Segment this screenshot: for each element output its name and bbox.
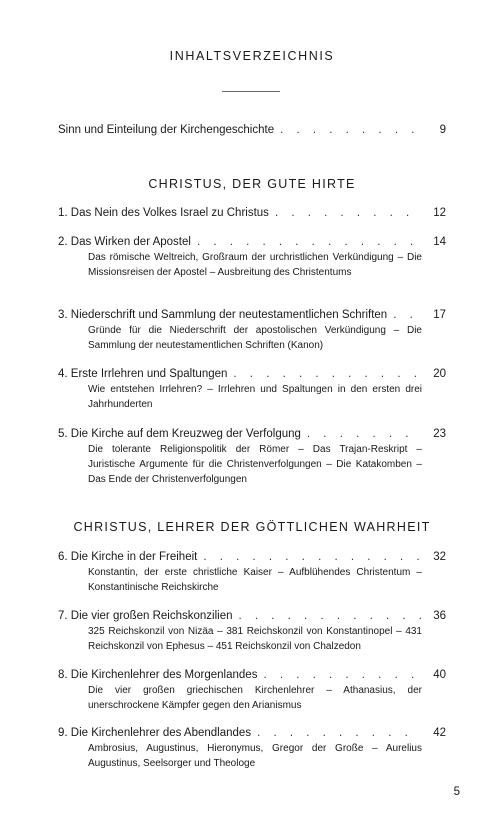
toc-entry-intro [58, 123, 446, 138]
dot-leader [197, 235, 422, 250]
toc-entry-description: Die vier großen griechischen Kirchenlehrer – Athanasius, der unerschrockene Kämpfer gegen den Arianismus [88, 685, 422, 711]
toc-entry-7 [58, 609, 446, 654]
toc-entry-line [58, 609, 446, 624]
toc-entry-5 [58, 427, 446, 487]
toc-entry-title: 4. Erste Irrlehren und Spaltungen [58, 368, 228, 380]
toc-entry-description: Wie entstehen Irrlehren? – Irrlehren und Spaltungen in den ersten drei Jahrhunderten [88, 384, 422, 410]
toc-entry-3 [58, 308, 446, 353]
section-heading-guter-hirte: CHRISTUS, DER GUTE HIRTE [148, 177, 356, 191]
dot-leader [233, 367, 422, 382]
toc-entry-line [58, 235, 446, 250]
toc-entry-line [58, 123, 446, 138]
toc-entry-line [58, 726, 446, 741]
page-number: 5 [453, 786, 460, 798]
toc-entry-title: 7. Die vier großen Reichskonzilien [58, 610, 233, 622]
dot-leader [307, 427, 422, 442]
toc-entry-title: 1. Das Nein des Volkes Israel zu Christus [58, 207, 269, 219]
title-rule [222, 91, 280, 92]
toc-entry-line [58, 550, 446, 565]
toc-entry-line [58, 206, 446, 221]
toc-page-number: 40 [433, 669, 446, 681]
toc-entry-8 [58, 668, 446, 713]
toc-entry-title: 3. Niederschrift und Sammlung der neutestamentlichen Schriften [58, 309, 388, 321]
toc-page-number: 20 [433, 368, 446, 380]
toc-entry-9 [58, 726, 446, 771]
section-heading-lehrer: CHRISTUS, LEHRER DER GÖTTLICHEN WAHRHEIT [73, 520, 431, 534]
toc-entry-description: Konstantin, der erste christliche Kaiser – Aufblühendes Christentum – Konstantinische Reichskirche [88, 567, 422, 593]
toc-entry-line [58, 427, 446, 442]
dot-leader [203, 550, 422, 565]
dot-leader [280, 123, 422, 138]
toc-entry-title: Sinn und Einteilung der Kirchengeschichte [58, 124, 275, 136]
toc-entry-description: 325 Reichskonzil von Nizäa – 381 Reichskonzil von Konstantinopel – 431 Reichskonzil von Ephesus – 451 Reichskonzil von Chalzedon [88, 626, 422, 652]
dot-leader [239, 609, 423, 624]
toc-page-number: 23 [433, 428, 446, 440]
toc-entry-2 [58, 235, 446, 280]
toc-entry-description: Das römische Weltreich, Großraum der urchristlichen Verkündigung – Die Missionsreisen der Apostel – Ausbreitung des Christentums [88, 252, 422, 278]
toc-entry-1 [58, 206, 446, 221]
toc-entry-4 [58, 367, 446, 412]
toc-entry-description: Die tolerante Religionspolitik der Römer – Das Trajan-Reskript – Juristische Argumente für die Christenverfolgungen – Die Katakomben – Das Ende der Christenverfolgungen [88, 444, 422, 485]
toc-entry-title: 8. Die Kirchenlehrer des Morgenlandes [58, 669, 258, 681]
page-title: INHALTSVERZEICHNIS [169, 49, 335, 63]
toc-entry-description: Ambrosius, Augustinus, Hieronymus, Gregor der Große – Aurelius Augustinus, Seelsorger und Theologe [88, 743, 422, 769]
toc-page-number: 17 [433, 309, 446, 321]
toc-entry-title: 6. Die Kirche in der Freiheit [58, 551, 198, 563]
toc-entry-title: 9. Die Kirchenlehrer des Abendlandes [58, 727, 252, 739]
toc-page-number: 12 [433, 207, 446, 219]
dot-leader [393, 308, 422, 323]
toc-page-number: 14 [433, 236, 446, 248]
dot-leader [263, 668, 422, 683]
toc-entry-title: 5. Die Kirche auf dem Kreuzweg der Verfolgung [58, 428, 301, 440]
toc-entry-line [58, 308, 446, 323]
toc-page-number: 42 [433, 727, 446, 739]
toc-entry-line [58, 668, 446, 683]
toc-entry-description: Gründe für die Niederschrift der apostolischen Verkündigung – Die Sammlung der neutestamentlichen Schriften (Kanon) [88, 325, 422, 351]
dot-leader [275, 206, 422, 221]
toc-entry-line [58, 367, 446, 382]
toc-entry-title: 2. Das Wirken der Apostel [58, 236, 191, 248]
toc-entry-6 [58, 550, 446, 595]
toc-page-number: 32 [433, 551, 446, 563]
toc-page-number: 36 [433, 610, 446, 622]
dot-leader [257, 726, 422, 741]
toc-page-number: 9 [439, 124, 446, 136]
